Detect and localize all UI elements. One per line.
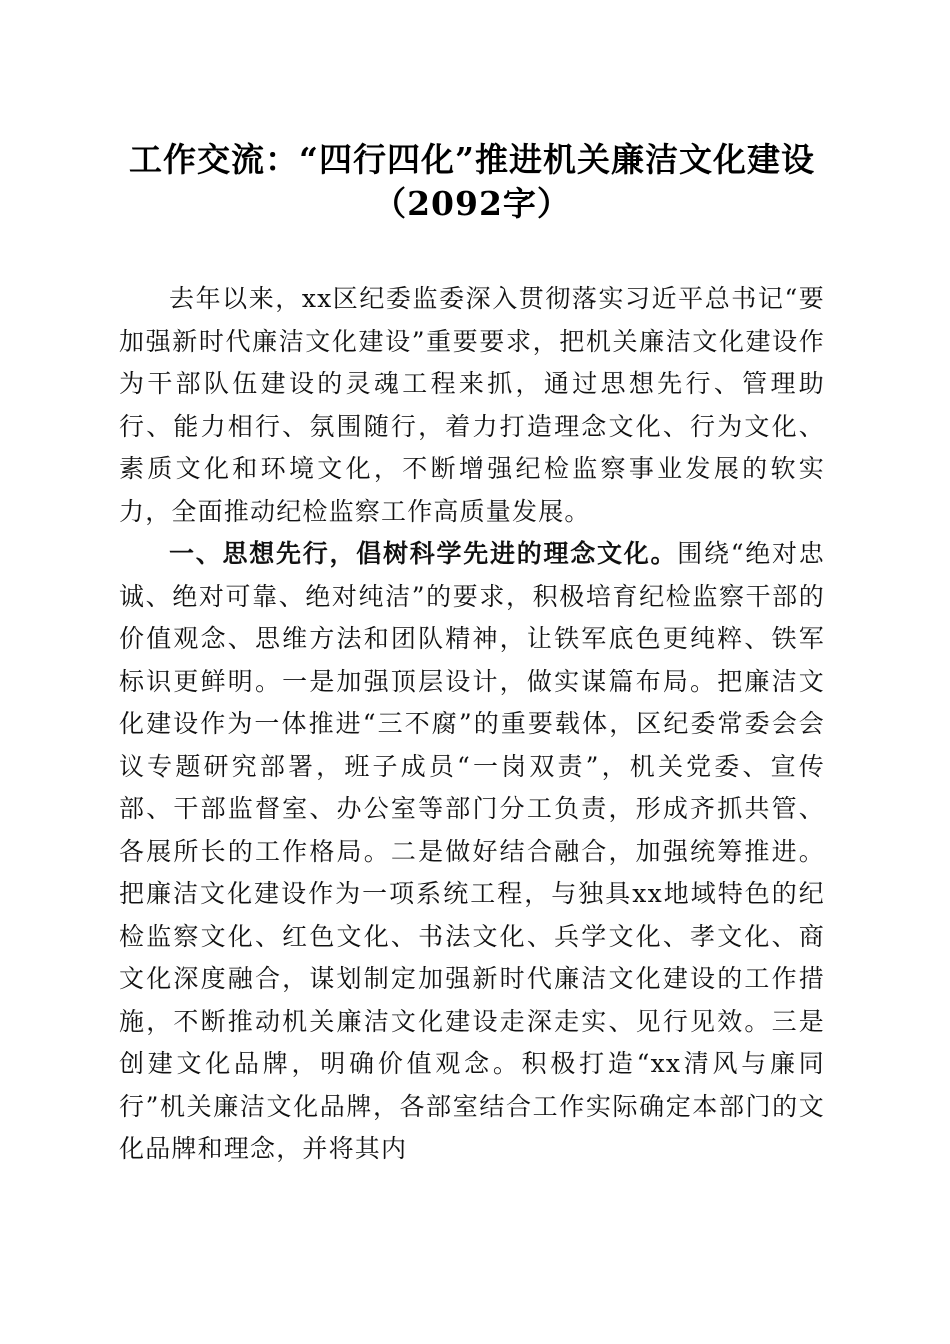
intro-paragraph-text: 去年以来，xx区纪委监委深入贯彻落实习近平总书记“要加强新时代廉洁文化建设”重要要求，把机关廉洁文化建设作为干部队伍建设的灵魂工程来抓，通过思想先行、管理助行、能力相行、氛围随行，着力打造理念文化、行为文化、素质文化和环境文化，不断增强纪检监察事业发展的软实力，全面推动纪检监察工作高质量发展。 [119,284,825,526]
document-body [119,278,825,1171]
section-one-text: 围绕“绝对忠诚、绝对可靠、绝对纯洁”的要求，积极培育纪检监察干部的价值观念、思维方法和团队精神，让铁军底色更纯粹、铁军标识更鲜明。一是加强顶层设计，做实谋篇布局。把廉洁文化建设作为一体推进“三不腐”的重要载体，区纪委常委会会议专题研究部署，班子成员“一岗双责”，机关党委、宣传部、干部监督室、办公室等部门分工负责，形成齐抓共管、各展所长的工作格局。二是做好结合融合，加强统筹推进。把廉洁文化建设作为一项系统工程，与独具xx地域特色的纪检监察文化、红色文化、书法文化、兵学文化、孝文化、商文化深度融合，谋划制定加强新时代廉洁文化建设的工作措施，不断推动机关廉洁文化建设走深走实、见行见效。三是创建文化品牌，明确价值观念。积极打造“xx清风与廉同行”机关廉洁文化品牌，各部室结合工作实际确定本部门的文化品牌和理念，并将其内 [119,539,825,1163]
document-title: 工作交流：“四行四化”推进机关廉洁文化建设（2092字） [129,140,815,223]
intro-paragraph [119,278,825,533]
section-one-paragraph [119,533,825,1171]
section-one-heading: 一、思想先行，倡树科学先进的理念文化。 [169,539,678,568]
